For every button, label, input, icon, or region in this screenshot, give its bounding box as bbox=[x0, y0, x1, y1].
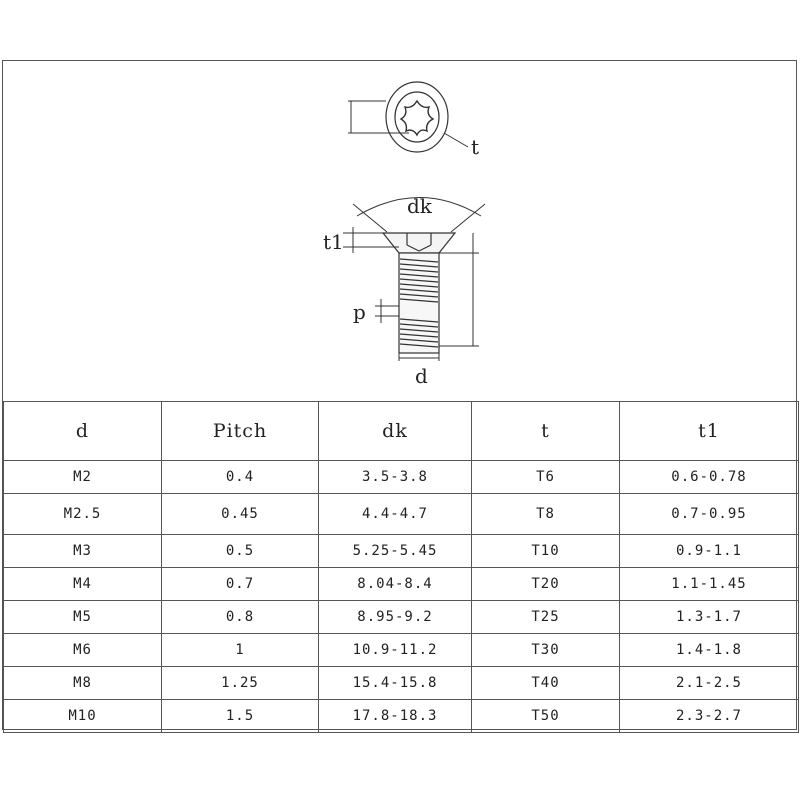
cell-pitch: 0.8 bbox=[162, 601, 319, 634]
screw-side-view bbox=[343, 198, 485, 362]
cell-dk: 4.4-4.7 bbox=[319, 494, 472, 535]
cell-t: T50 bbox=[472, 700, 620, 733]
cell-pitch: 1.25 bbox=[162, 667, 319, 700]
cell-t: T8 bbox=[472, 494, 620, 535]
table-row bbox=[4, 568, 799, 601]
cell-t1: 0.7-0.95 bbox=[620, 494, 799, 535]
table-row bbox=[4, 700, 799, 733]
cell-t1: 1.4-1.8 bbox=[620, 634, 799, 667]
cell-t: T40 bbox=[472, 667, 620, 700]
header-t: t bbox=[472, 402, 620, 461]
cell-dk: 10.9-11.2 bbox=[319, 634, 472, 667]
cell-t: T30 bbox=[472, 634, 620, 667]
cell-t: T6 bbox=[472, 461, 620, 494]
cell-d: M3 bbox=[4, 535, 162, 568]
cell-pitch: 0.45 bbox=[162, 494, 319, 535]
spec-table bbox=[3, 401, 799, 733]
cell-t: T20 bbox=[472, 568, 620, 601]
header-dk: dk bbox=[319, 402, 472, 461]
cell-t1: 1.1-1.45 bbox=[620, 568, 799, 601]
table-row bbox=[4, 461, 799, 494]
cell-d: M10 bbox=[4, 700, 162, 733]
cell-t1: 2.3-2.7 bbox=[620, 700, 799, 733]
screw-technical-drawing bbox=[3, 61, 798, 401]
table-row bbox=[4, 601, 799, 634]
cell-t1: 2.1-2.5 bbox=[620, 667, 799, 700]
cell-dk: 8.95-9.2 bbox=[319, 601, 472, 634]
label-p: p bbox=[353, 300, 366, 324]
cell-pitch: 1.5 bbox=[162, 700, 319, 733]
cell-pitch: 0.7 bbox=[162, 568, 319, 601]
cell-dk: 3.5-3.8 bbox=[319, 461, 472, 494]
cell-d: M2.5 bbox=[4, 494, 162, 535]
cell-t: T10 bbox=[472, 535, 620, 568]
cell-d: M2 bbox=[4, 461, 162, 494]
header-t1: t1 bbox=[620, 402, 799, 461]
cell-dk: 5.25-5.45 bbox=[319, 535, 472, 568]
cell-t1: 0.9-1.1 bbox=[620, 535, 799, 568]
cell-dk: 17.8-18.3 bbox=[319, 700, 472, 733]
cell-t1: 0.6-0.78 bbox=[620, 461, 799, 494]
cell-t: T25 bbox=[472, 601, 620, 634]
label-dk: dk bbox=[407, 194, 432, 218]
label-d: d bbox=[415, 364, 428, 388]
header-d: d bbox=[4, 402, 162, 461]
table-row bbox=[4, 494, 799, 535]
cell-t1: 1.3-1.7 bbox=[620, 601, 799, 634]
cell-d: M5 bbox=[4, 601, 162, 634]
table-row bbox=[4, 535, 799, 568]
cell-pitch: 1 bbox=[162, 634, 319, 667]
cell-dk: 15.4-15.8 bbox=[319, 667, 472, 700]
cell-pitch: 0.4 bbox=[162, 461, 319, 494]
torx-recess-icon bbox=[401, 101, 433, 135]
header-pitch: Pitch bbox=[162, 402, 319, 461]
table-header-row bbox=[4, 402, 799, 461]
spec-sheet-frame bbox=[2, 60, 797, 730]
cell-dk: 8.04-8.4 bbox=[319, 568, 472, 601]
cell-d: M8 bbox=[4, 667, 162, 700]
cell-pitch: 0.5 bbox=[162, 535, 319, 568]
cell-d: M4 bbox=[4, 568, 162, 601]
label-t: t bbox=[471, 135, 480, 159]
screw-head-top-view bbox=[348, 82, 468, 152]
table-row bbox=[4, 667, 799, 700]
label-t1: t1 bbox=[323, 230, 344, 254]
cell-d: M6 bbox=[4, 634, 162, 667]
table-row bbox=[4, 634, 799, 667]
